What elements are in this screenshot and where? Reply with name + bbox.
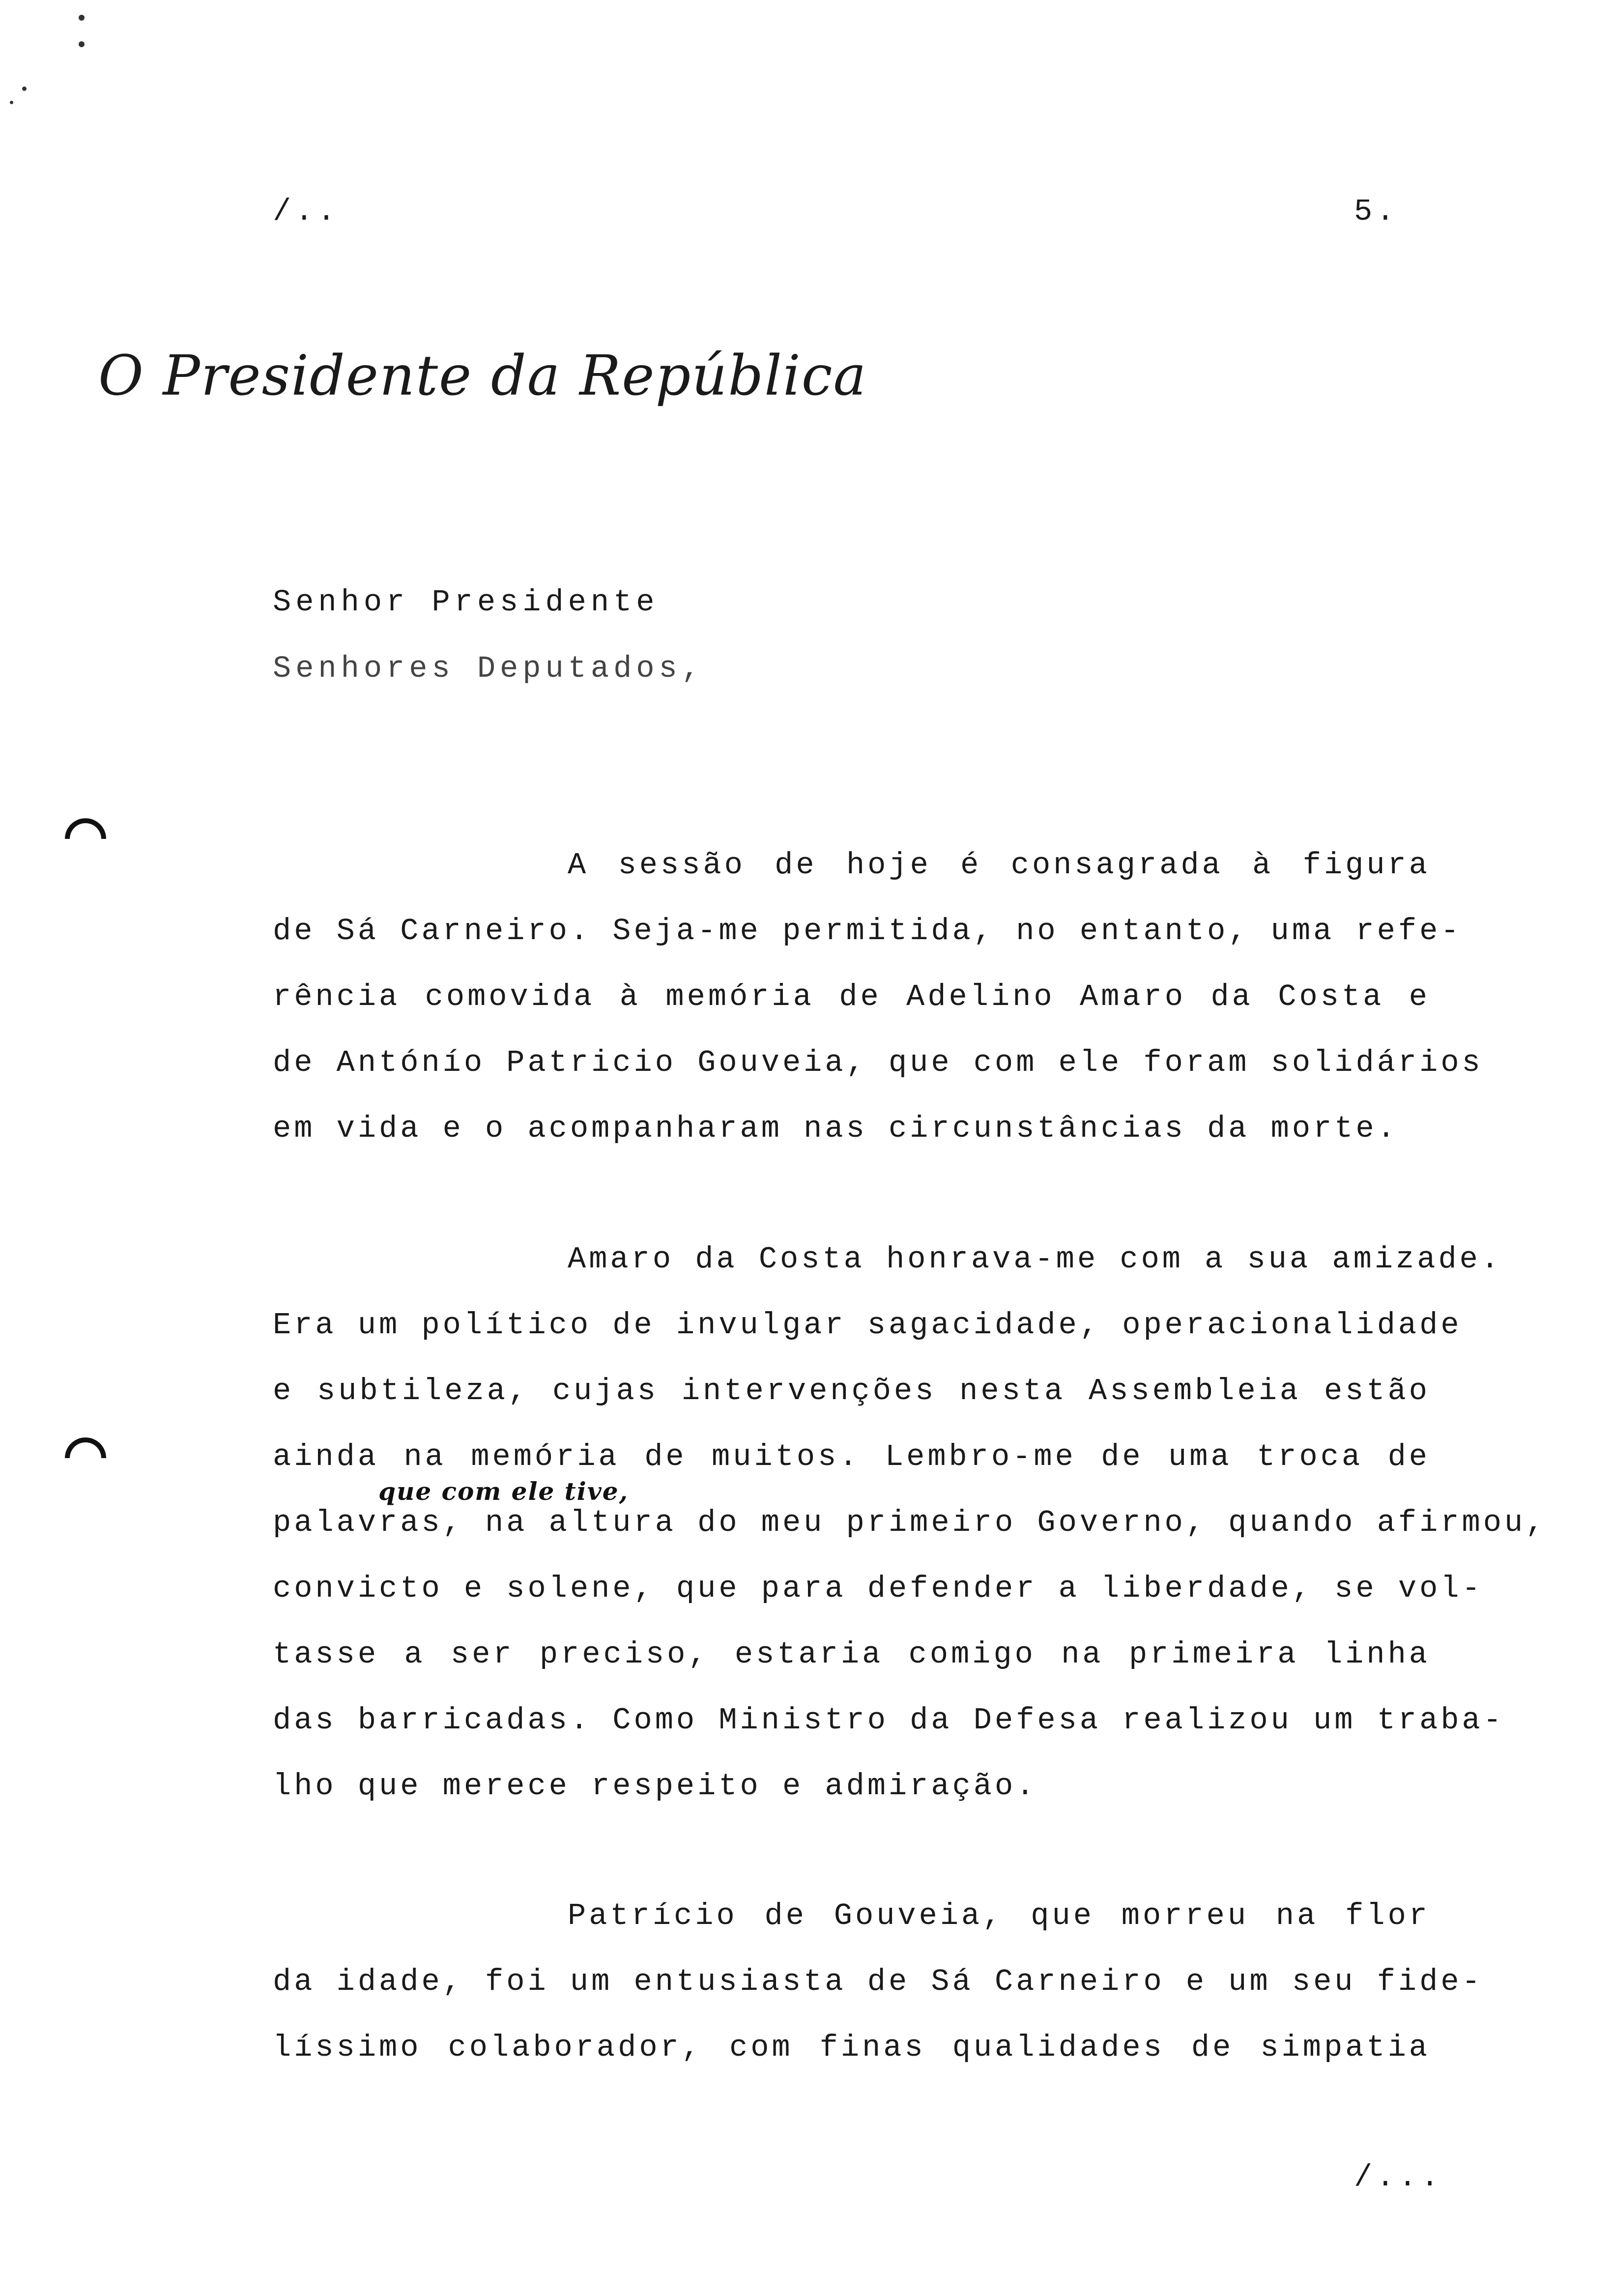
text-line: líssimo colaborador, com finas qualidades de simpatia xyxy=(273,2030,1430,2065)
text-line: de Antónío Patricio Gouveia, que com ele foram solidários xyxy=(273,1045,1483,1080)
text-line: Era um político de invulgar sagacidade, operacionalidade xyxy=(273,1308,1462,1343)
continued-marker: /.. xyxy=(273,194,340,229)
letterhead-title: O Presidente da República xyxy=(98,344,867,408)
text-line: A sessão de hoje é consagrada à figura xyxy=(568,848,1430,883)
page-number: 5. xyxy=(1354,194,1399,229)
text-line: de Sá Carneiro. Seja-me permitida, no entanto, uma refe- xyxy=(273,914,1462,948)
handwritten-insertion: que com ele tive, xyxy=(378,1477,629,1506)
text-line: da idade, foi um entusiasta de Sá Carneiro e um seu fide- xyxy=(273,1964,1483,1999)
text-line: em vida e o acompanharam nas circunstâncias da morte. xyxy=(273,1111,1398,1146)
text-line: tasse a ser preciso, estaria comigo na primeira linha xyxy=(273,1637,1430,1672)
scan-speck xyxy=(22,86,27,91)
salutation-line-1: Senhor Presidente xyxy=(273,585,659,620)
continues-marker: /... xyxy=(1354,2160,1443,2195)
text-line: das barricadas. Como Ministro da Defesa realizou um traba- xyxy=(273,1703,1504,1738)
salutation-line-2: Senhores Deputados, xyxy=(273,651,704,686)
scan-speck xyxy=(10,101,13,104)
text-line: rência comovida à memória de Adelino Amaro da Costa e xyxy=(273,979,1430,1014)
scan-speck xyxy=(79,41,85,47)
text-line: ainda na memória de muitos. Lembro-me de uma troca de xyxy=(273,1439,1430,1474)
scan-speck xyxy=(79,15,85,21)
text-line: lho que merece respeito e admiração. xyxy=(273,1769,1037,1804)
text-line: palavras, na altura do meu primeiro Governo, quando afirmou, xyxy=(273,1505,1547,1540)
text-line: Amaro da Costa honrava-me com a sua amizade. xyxy=(568,1242,1502,1277)
punch-hole-mark xyxy=(65,818,106,839)
punch-hole-mark xyxy=(65,1437,106,1458)
text-line: convicto e solene, que para defender a liberdade, se vol- xyxy=(273,1571,1483,1606)
text-line: Patrício de Gouveia, que morreu na flor xyxy=(568,1898,1430,1933)
text-line: e subtileza, cujas intervenções nesta Assembleia estão xyxy=(273,1374,1430,1408)
